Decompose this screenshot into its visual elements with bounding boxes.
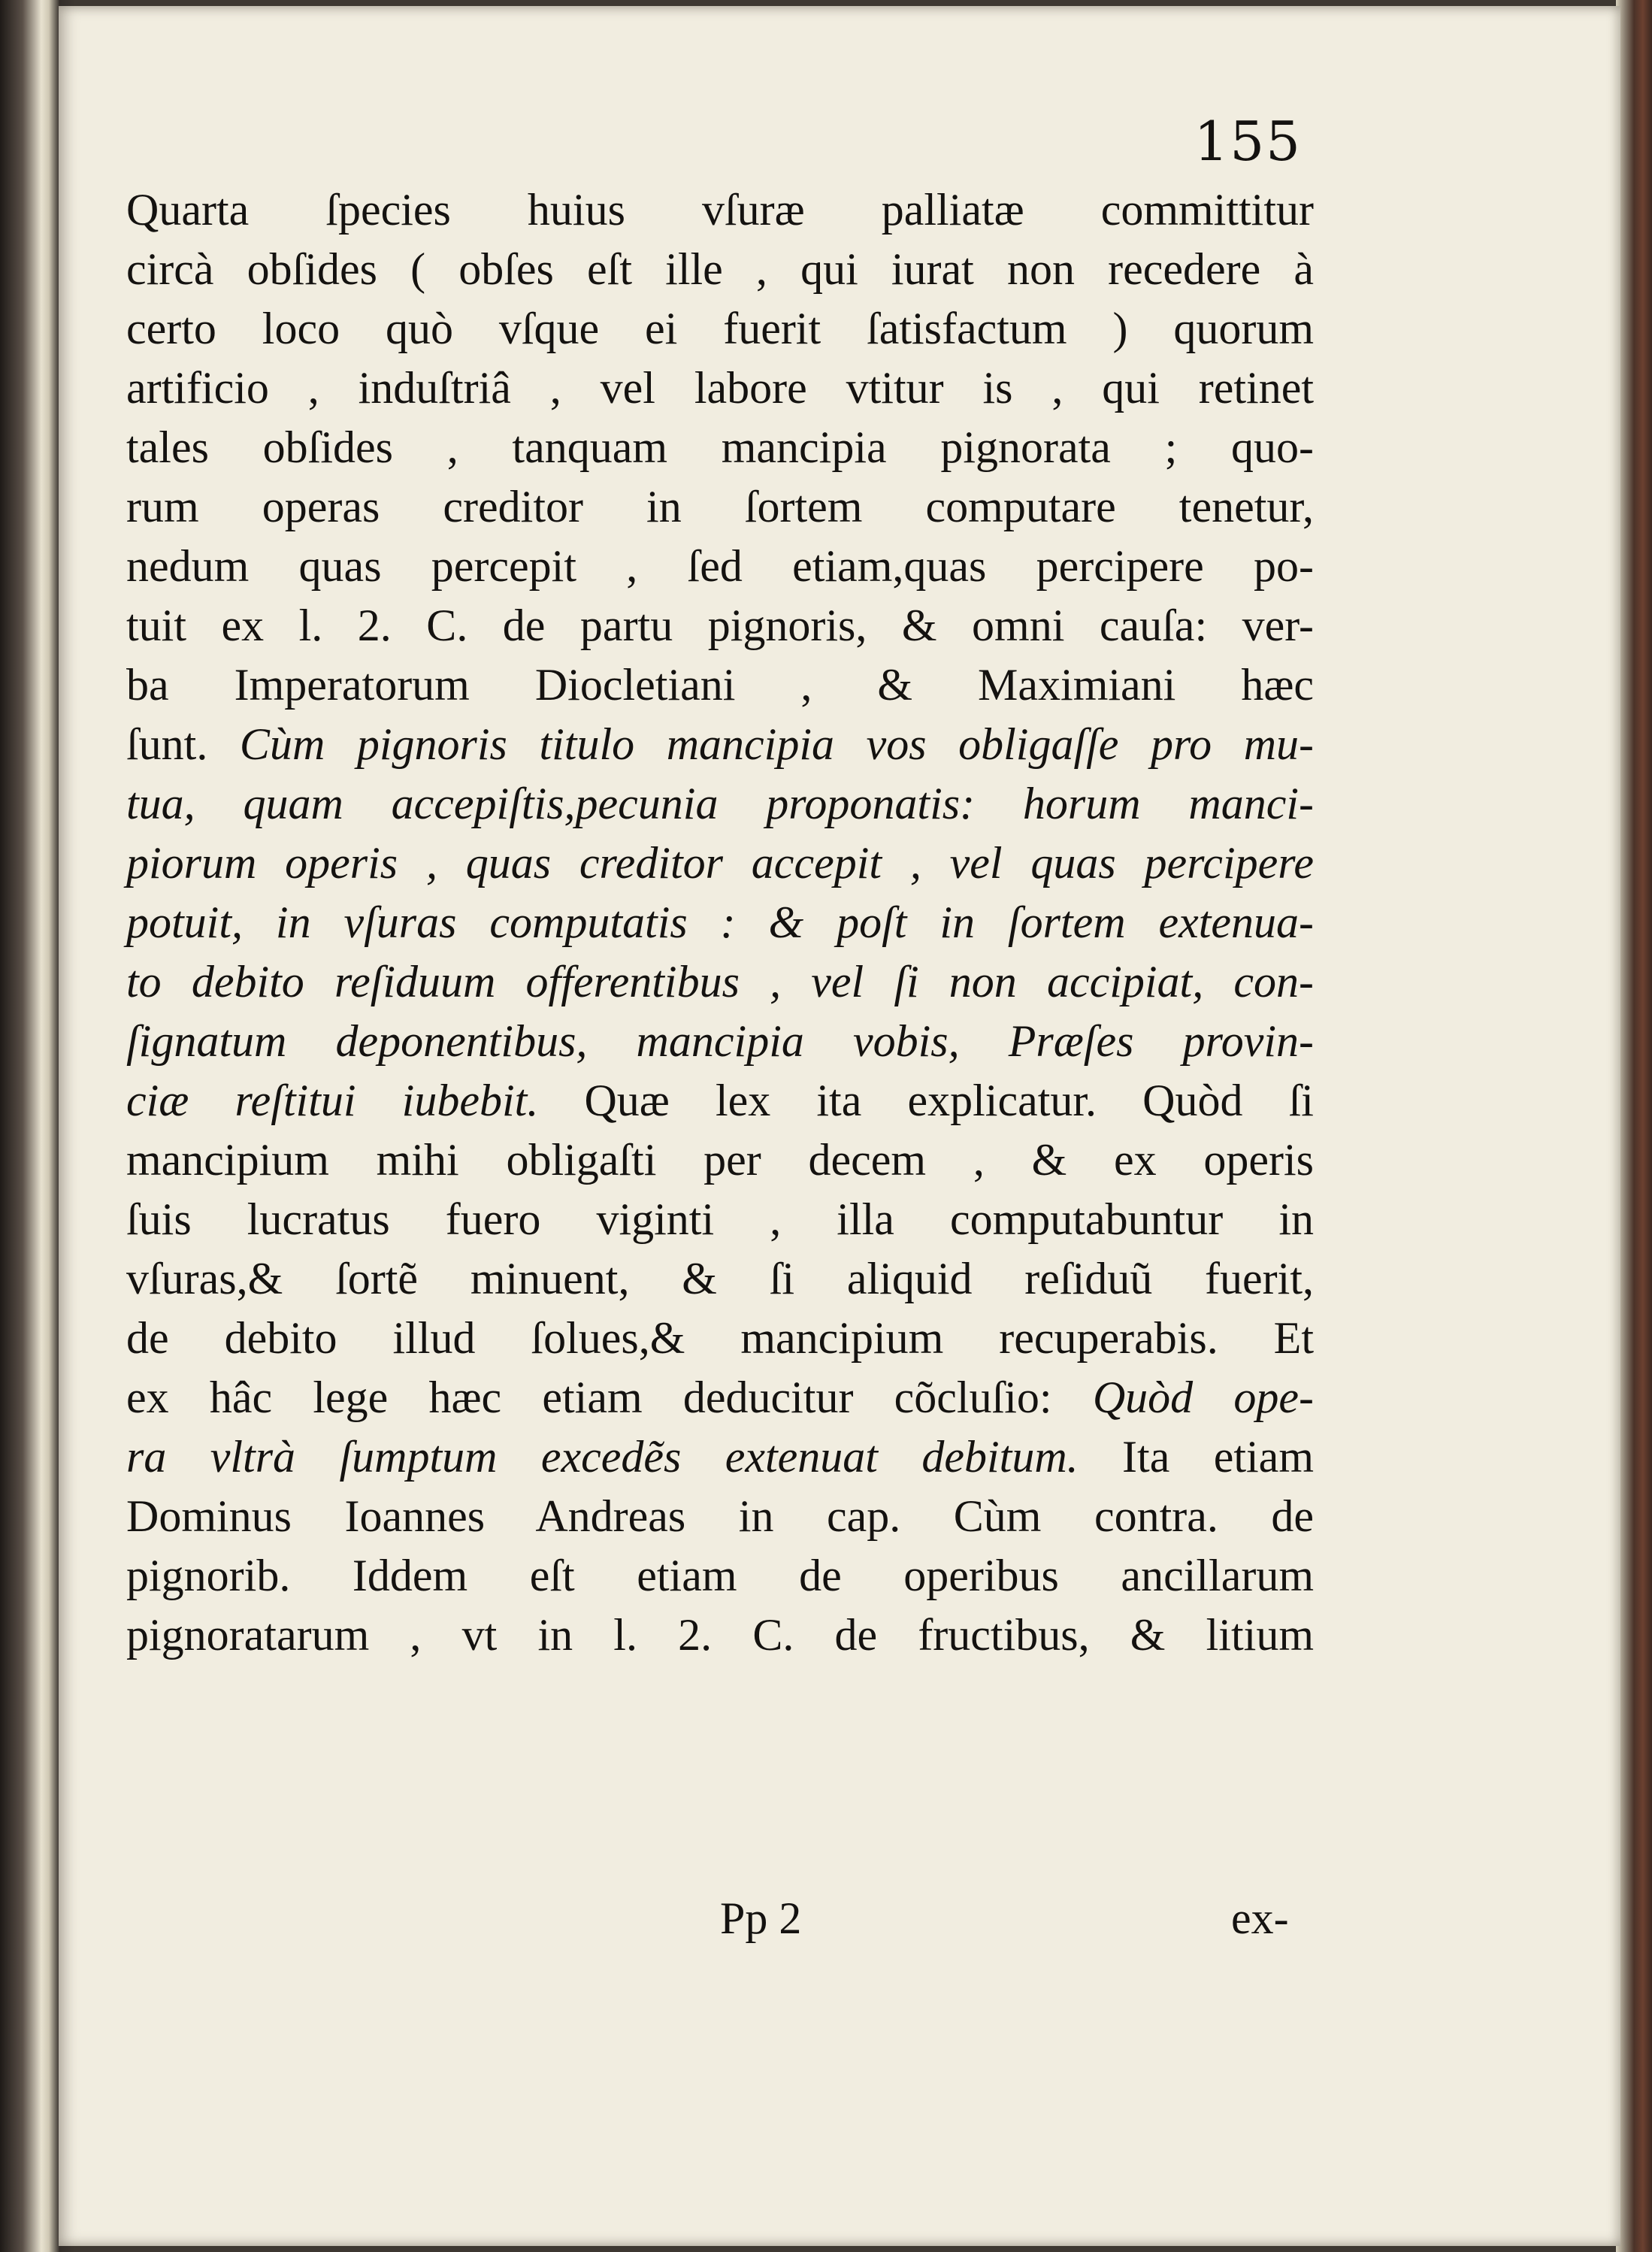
- italic-quotation: ciæ reſtitui iubebit.: [126, 1076, 539, 1125]
- text-line: [126, 1131, 1314, 1190]
- text-segment: Ita etiam: [1078, 1432, 1314, 1482]
- text-line: [126, 774, 1314, 834]
- book-cover-edge: [1616, 0, 1652, 2252]
- text-segment: vſuras,& ſortẽ minuent, & ſi aliquid reſiduũ fuerit,: [126, 1254, 1314, 1303]
- left-page-edge: [0, 0, 60, 2252]
- text-line: [126, 1487, 1314, 1546]
- text-line: [126, 1071, 1314, 1131]
- text-line: [126, 655, 1314, 715]
- text-segment: tuit ex l. 2. C. de partu pignoris, & omni cauſa: ver-: [126, 601, 1314, 650]
- text-segment: ſunt.: [126, 719, 240, 769]
- text-line: [126, 1606, 1314, 1665]
- italic-quotation: ra vltrà ſumptum excedẽs extenuat debitum.: [126, 1432, 1079, 1482]
- text-segment: circà obſides ( obſes eſt ille , qui iurat non recedere à: [126, 244, 1314, 294]
- page-number: 155: [1194, 110, 1302, 173]
- text-segment: ex hâc lege hæc etiam deducitur cõcluſio:: [126, 1373, 1093, 1422]
- text-line: [126, 952, 1314, 1012]
- catchword: ex-: [1231, 1893, 1289, 1943]
- text-line: [126, 1546, 1314, 1606]
- signature-mark: Pp 2: [720, 1893, 802, 1943]
- text-line: [126, 1190, 1314, 1249]
- italic-quotation: to debito reſiduum offerentibus , vel ſi non accipiat, con-: [126, 957, 1314, 1006]
- text-segment: artificio , induſtriâ , vel labore vtitur is , qui retinet: [126, 363, 1314, 413]
- italic-quotation: tua, quam accepiſtis,pecunia proponatis: horum manci-: [126, 779, 1314, 828]
- italic-quotation: ſignatum deponentibus, mancipia vobis, Præſes provin-: [126, 1016, 1314, 1066]
- text-line: [126, 596, 1314, 655]
- text-line: [126, 359, 1314, 418]
- text-segment: Dominus Ioannes Andreas in cap. Cùm contra. de: [126, 1491, 1314, 1541]
- text-line: [126, 1249, 1314, 1309]
- text-segment: certo loco quò vſque ei fuerit ſatisfactum ) quorum: [126, 304, 1314, 353]
- text-segment: ſuis lucratus fuero viginti , illa computabuntur in: [126, 1194, 1314, 1244]
- text-segment: de debito illud ſolues,& mancipium recuperabis. Et: [126, 1313, 1314, 1363]
- italic-quotation: Quòd ope-: [1092, 1373, 1314, 1422]
- text-segment: pignorib. Iddem eſt etiam de operibus ancillarum: [126, 1551, 1314, 1600]
- text-line: [126, 893, 1314, 952]
- book-page: [59, 6, 1620, 2246]
- text-line: [126, 299, 1314, 359]
- text-line: [126, 715, 1314, 774]
- text-line: [126, 1427, 1314, 1487]
- text-line: [126, 537, 1314, 596]
- text-line: [126, 240, 1314, 299]
- text-segment: rum operas creditor in ſortem computare tenetur,: [126, 482, 1314, 531]
- italic-quotation: Cùm pignoris titulo mancipia vos obligaſſe pro mu-: [239, 719, 1315, 769]
- text-line: [126, 1012, 1314, 1071]
- text-segment: tales obſides , tanquam mancipia pignorata ; quo-: [126, 422, 1314, 472]
- text-segment: ba Imperatorum Diocletiani , & Maximiani hæc: [126, 660, 1314, 710]
- body-text: [126, 180, 1314, 1665]
- italic-quotation: piorum operis , quas creditor accepit , vel quas percipere: [126, 838, 1314, 888]
- text-line: [126, 834, 1314, 893]
- italic-quotation: potuit, in vſuras computatis : & poſt in ſortem extenua-: [126, 897, 1314, 947]
- text-line: [126, 477, 1314, 537]
- text-segment: Quarta ſpecies huius vſuræ palliatæ committitur: [126, 185, 1314, 235]
- text-line: [126, 180, 1314, 240]
- text-segment: Quæ lex ita explicatur. Quòd ſi: [538, 1076, 1314, 1125]
- text-segment: pignoratarum , vt in l. 2. C. de fructibus, & litium: [126, 1610, 1314, 1660]
- text-line: [126, 418, 1314, 477]
- text-segment: nedum quas percepit , ſed etiam,quas percipere po-: [126, 541, 1314, 591]
- text-line: [126, 1309, 1314, 1368]
- text-line: [126, 1368, 1314, 1427]
- text-segment: mancipium mihi obligaſti per decem , & ex operis: [126, 1135, 1314, 1185]
